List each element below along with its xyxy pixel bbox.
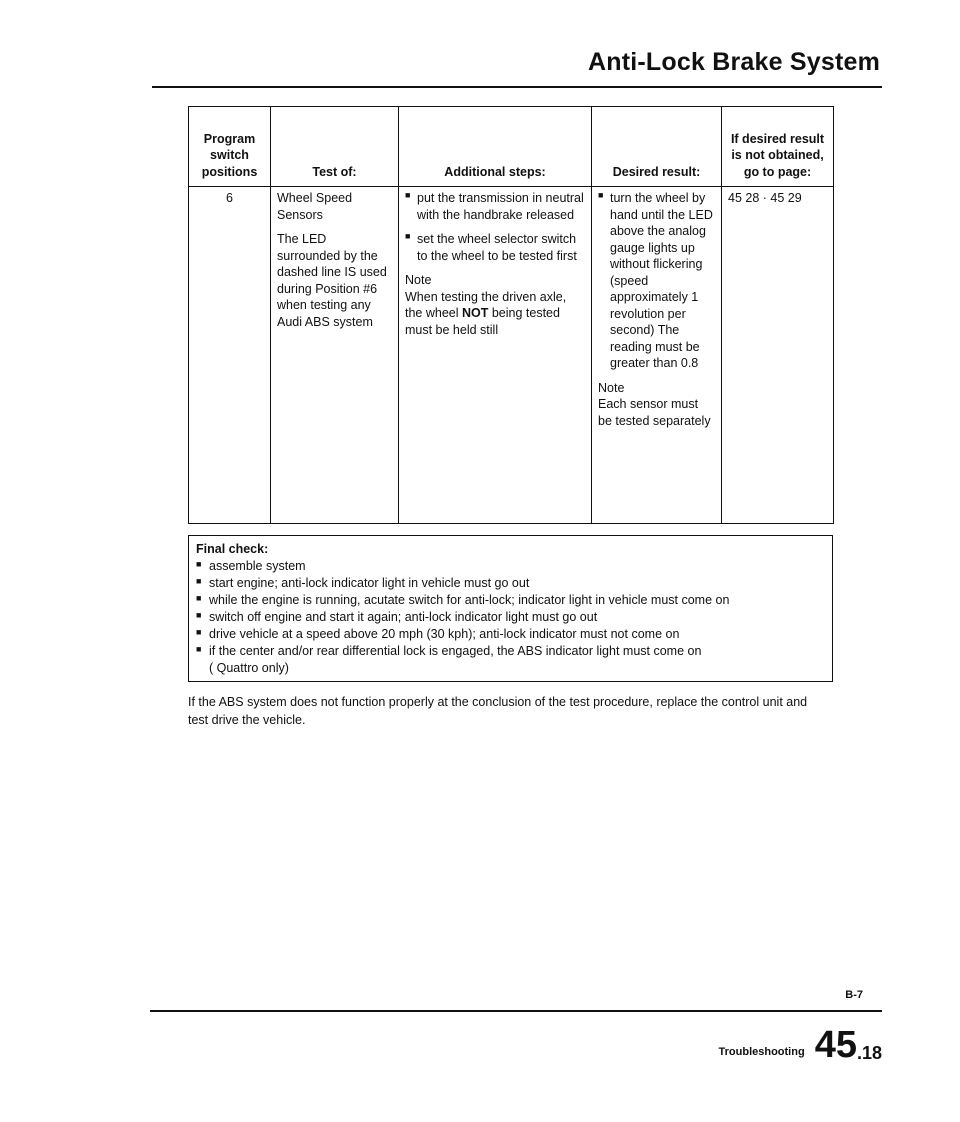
header-rule <box>152 86 882 88</box>
cell-additional-steps <box>399 187 592 524</box>
final-check-box <box>188 535 833 682</box>
header-test-of: Test of: <box>271 107 399 187</box>
final-check-item: ■ if the center and/or rear differential lock is engaged, the ABS indicator light must come on <box>196 643 825 660</box>
section-major: 45 <box>814 1024 857 1066</box>
cell-desired-result <box>592 187 722 524</box>
final-check-item: ■ switch off engine and start it again; anti-lock indicator light must go out <box>196 609 825 626</box>
final-check-item: ■ drive vehicle at a speed above 20 mph (30 kph); anti-lock indicator must not come on <box>196 626 825 643</box>
step-note-label: Note <box>405 273 432 287</box>
step-item: ■ put the transmission in neutral with the handbrake released <box>405 190 585 223</box>
final-check-title: Final check: <box>196 542 269 556</box>
final-check-item: ■ while the engine is running, acutate switch for anti-lock; indicator light in vehicle must come on <box>196 592 825 609</box>
desired-note-label: Note <box>598 380 625 395</box>
header-go-to-page: If desired result is not obtained, go to page: <box>722 107 834 187</box>
table-header-row <box>189 107 834 187</box>
page-number: B-7 <box>845 989 863 1001</box>
step-item: ■ set the wheel selector switch to the wheel to be tested first <box>405 231 585 264</box>
cell-go-to-page: 45 28 · 45 29 <box>722 187 834 524</box>
cell-test-of <box>271 187 399 524</box>
test-of-led-note: The LED surrounded by the dashed line IS used during Position #6 when testing any Audi ABS system <box>277 232 387 329</box>
section-minor: .18 <box>856 1043 882 1063</box>
table-row <box>189 187 834 524</box>
test-procedure-table <box>188 106 834 524</box>
footer-rule <box>150 1010 882 1012</box>
page-title: Anti-Lock Brake System <box>588 48 880 76</box>
section-label: Troubleshooting <box>718 1046 805 1058</box>
desired-item: ■ turn the wheel by hand until the LED above the analog gauge lights up without flickering (speed approximately 1 revolution per second) The reading must be greater than 0.8 <box>598 190 715 372</box>
final-check-item: ■ assemble system <box>196 558 825 575</box>
desired-note-text: Each sensor must be tested separately <box>598 397 711 428</box>
final-check-item: ■ start engine; anti-lock indicator light in vehicle must go out <box>196 575 825 592</box>
header-desired-result: Desired result: <box>592 107 722 187</box>
section-marker <box>719 1026 882 1064</box>
header-program-positions: Program switch positions <box>189 107 271 187</box>
final-check-continuation: ( Quattro only) <box>209 661 289 675</box>
replacement-note: If the ABS system does not function properly at the conclusion of the test procedure, replace the control unit and test drive the vehicle. <box>188 695 808 728</box>
step-note-text: When testing the driven axle, the wheel NOT being tested must be held still <box>405 289 567 337</box>
emphasis-not: NOT <box>461 306 489 320</box>
cell-program-position: 6 <box>189 187 271 524</box>
test-of-title: Wheel Speed Sensors <box>277 191 353 222</box>
header-additional-steps: Additional steps: <box>399 107 592 187</box>
